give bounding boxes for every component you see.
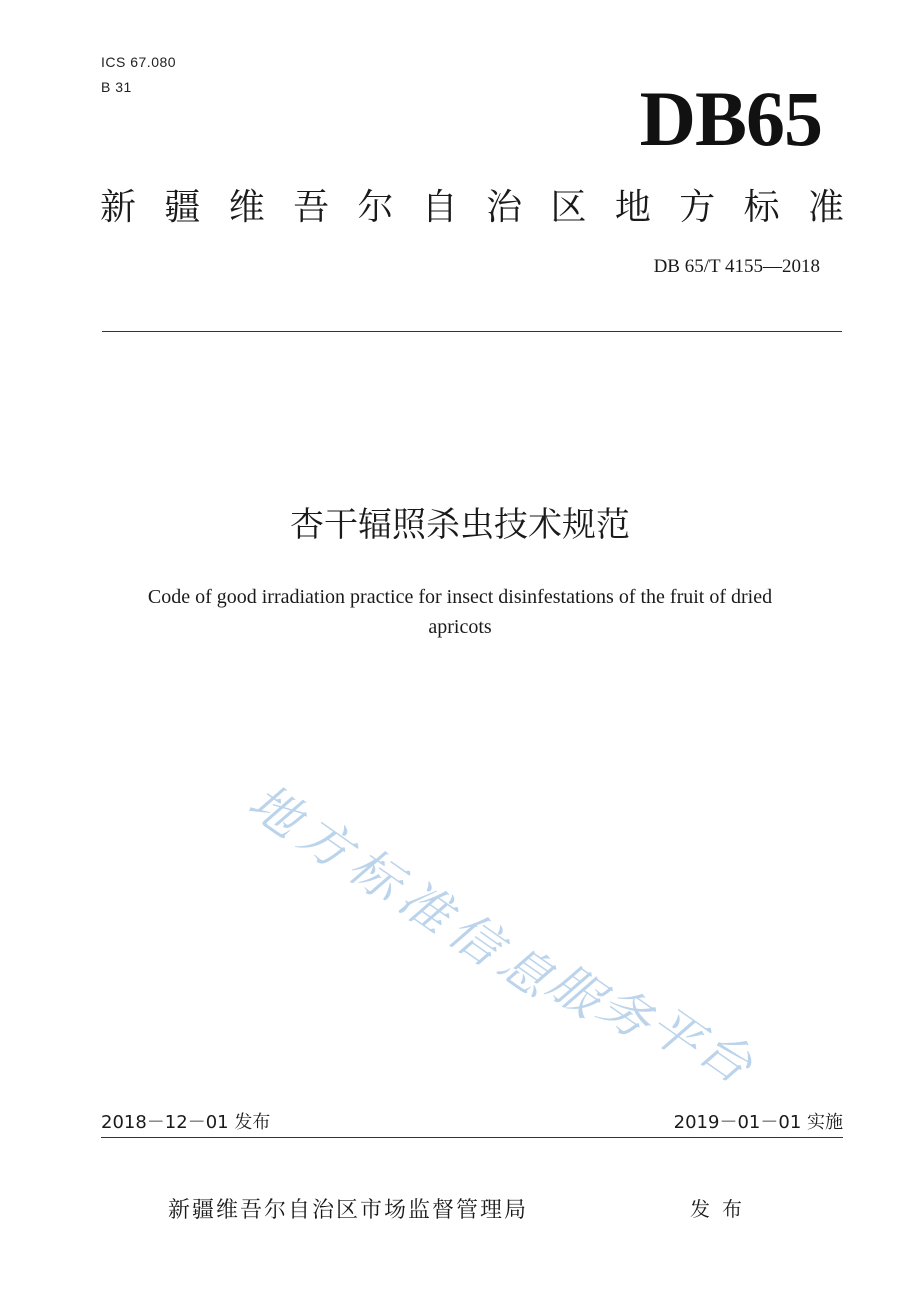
standard-category bbox=[100, 182, 844, 234]
db65-logo: DB65 bbox=[639, 75, 822, 162]
watermark-char: 台 bbox=[688, 1018, 763, 1095]
title-english-line-2: apricots bbox=[428, 616, 492, 638]
publisher-name: 新疆维吾尔自治区市场监督管理局 bbox=[168, 1198, 529, 1223]
implementation-date: 2019－01－01 实施 bbox=[673, 1112, 843, 1133]
watermark-char: 信 bbox=[438, 900, 513, 977]
top-divider bbox=[102, 331, 842, 332]
category-char: 疆 bbox=[164, 187, 201, 228]
watermark-char: 方 bbox=[288, 804, 363, 881]
category-char: 吾 bbox=[293, 187, 330, 228]
ics-code: ICS 67.080 bbox=[101, 54, 177, 70]
category-char: 标 bbox=[743, 187, 780, 228]
ccs-code: B 31 bbox=[101, 79, 132, 95]
category-char: 维 bbox=[228, 187, 265, 228]
category-char: 准 bbox=[807, 187, 844, 228]
watermark-char: 标 bbox=[338, 836, 413, 913]
category-char: 治 bbox=[486, 187, 523, 228]
title-chinese: 杏干辐照杀虫技术规范 bbox=[290, 505, 630, 545]
watermark-char: 服 bbox=[538, 952, 613, 1029]
watermark-char: 平 bbox=[638, 994, 713, 1071]
watermark-char: 地 bbox=[238, 772, 313, 849]
category-char: 地 bbox=[614, 187, 651, 228]
category-char: 方 bbox=[679, 187, 716, 228]
bottom-divider bbox=[101, 1137, 843, 1138]
title-english bbox=[100, 582, 820, 642]
publish-label: 发布 bbox=[690, 1197, 754, 1221]
issue-date: 2018－12－01 发布 bbox=[101, 1112, 271, 1133]
watermark-char: 务 bbox=[588, 974, 663, 1051]
category-char: 区 bbox=[550, 187, 587, 228]
watermark-char: 准 bbox=[388, 868, 463, 945]
category-char: 尔 bbox=[357, 187, 394, 228]
category-char: 新 bbox=[100, 187, 137, 228]
category-char: 自 bbox=[421, 187, 458, 228]
title-english-line-1: Code of good irradiation practice for insect disinfestations of the fruit of dried bbox=[147, 586, 773, 608]
watermark-char: 息 bbox=[488, 932, 563, 1009]
watermark bbox=[235, 760, 795, 1095]
standard-number: DB 65/T 4155—2018 bbox=[653, 256, 820, 277]
